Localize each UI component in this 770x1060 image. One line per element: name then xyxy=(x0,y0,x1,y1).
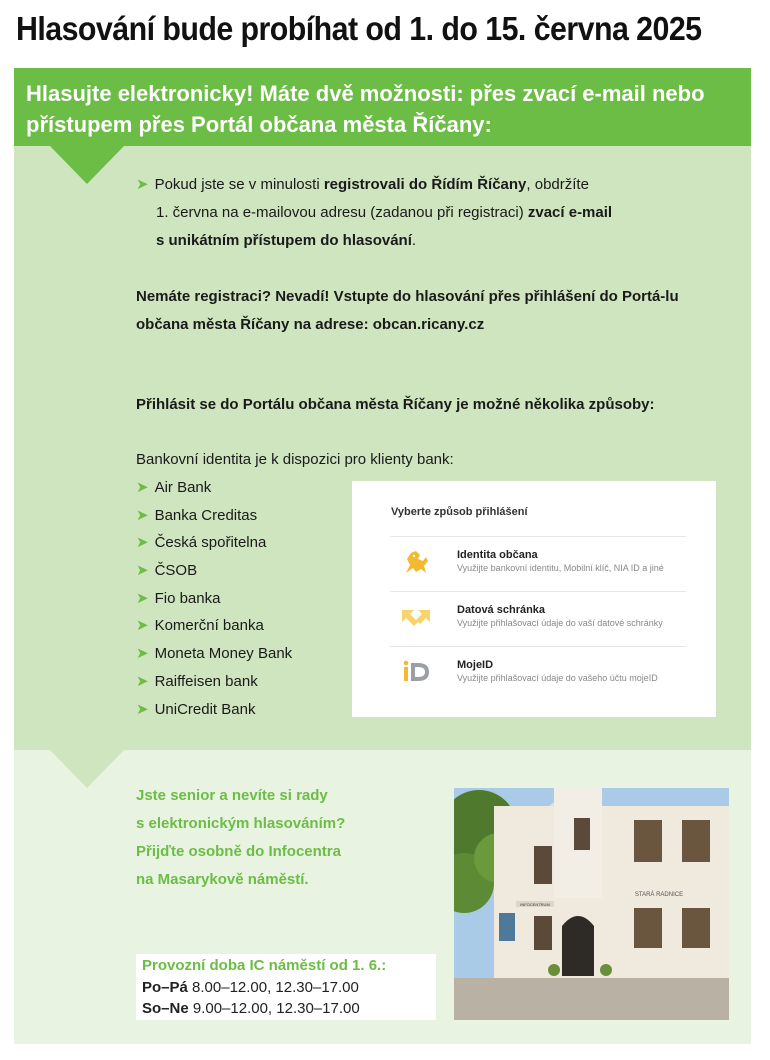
hours-row-weekdays xyxy=(142,979,359,996)
text: . xyxy=(411,232,417,249)
box-pointer xyxy=(50,750,124,788)
opening-hours xyxy=(136,954,436,1020)
text-bold: registrovali do Řídím Říčany xyxy=(323,176,527,193)
list-item xyxy=(136,585,292,613)
opening-hours-title: Provozní doba IC náměstí od 1. 6.: xyxy=(142,957,387,974)
arrow-icon: ➤ xyxy=(136,700,149,718)
stara-radnice-sign: STARÁ RADNICE xyxy=(634,892,684,898)
line: na Masarykově náměstí. xyxy=(136,871,309,888)
email-invite-paragraph xyxy=(136,171,696,255)
list-item xyxy=(136,696,292,724)
header-pointer xyxy=(50,146,124,184)
bank-name: UniCredit Bank xyxy=(154,700,256,718)
bank-name: Banka Creditas xyxy=(154,506,258,524)
bank-name: Moneta Money Bank xyxy=(154,645,293,663)
list-item xyxy=(136,557,292,585)
bank-identity-intro: Bankovní identita je k dispozici pro klienty bank: xyxy=(136,451,454,468)
login-method-card xyxy=(352,481,716,717)
text: Pokud jste se v minulosti xyxy=(154,176,324,193)
time: 8.00–12.00, 12.30–17.00 xyxy=(187,979,359,996)
no-registration-paragraph: Nemáte registraci? Nevadí! Vstupte do hlasování přes přihlášení do Portá-lu občana města Říčany na adrese: obcan.ricany.cz xyxy=(136,288,679,333)
days: So–Ne xyxy=(142,1000,189,1017)
login-card-title: Vyberte způsob přihlášení xyxy=(391,506,528,518)
login-option-mojeid[interactable] xyxy=(390,646,686,699)
page-title: Hlasování bude probíhat od 1. do 15. června 2025 xyxy=(16,10,702,47)
option-description: Využijte přihlašovací údaje do vašeho účtu mojeID xyxy=(457,673,658,683)
arrow-icon: ➤ xyxy=(136,176,149,193)
login-option-identita[interactable] xyxy=(390,536,686,589)
option-name: Identita občana xyxy=(457,549,538,561)
line xyxy=(136,199,696,227)
arrow-icon: ➤ xyxy=(136,645,149,663)
text: , obdržíte xyxy=(526,176,589,193)
text-bold: s unikátním přístupem do hlasování xyxy=(156,232,412,249)
bank-list xyxy=(136,474,292,723)
list-item xyxy=(136,474,292,502)
arrow-icon: ➤ xyxy=(136,506,149,524)
arrow-icon: ➤ xyxy=(136,534,149,552)
list-item xyxy=(136,502,292,530)
arrow-icon: ➤ xyxy=(136,479,149,496)
bank-name: Komerční banka xyxy=(154,617,264,635)
data-box-icon xyxy=(398,602,434,632)
time: 9.00–12.00, 12.30–17.00 xyxy=(188,1000,360,1017)
arrow-icon: ➤ xyxy=(136,617,149,635)
line: Přijďte osobně do Infocentra xyxy=(136,843,341,860)
line: Jste senior a nevíte si rady xyxy=(136,787,328,804)
bank-name: Fio banka xyxy=(154,589,221,607)
option-description: Využijte přihlašovací údaje do vaší datové schránky xyxy=(457,618,663,628)
infocentrum-sign: INFOCENTRUM xyxy=(520,902,550,907)
bank-name: ČSOB xyxy=(154,562,198,580)
line: s elektronickým hlasováním? xyxy=(136,815,346,832)
line xyxy=(136,227,696,255)
hours-row-weekend xyxy=(142,1000,360,1017)
list-item xyxy=(136,612,292,640)
option-name: Datová schránka xyxy=(457,604,546,616)
lion-icon xyxy=(398,547,434,577)
login-option-datova-schranka[interactable] xyxy=(390,591,686,644)
days: Po–Pá xyxy=(142,979,188,996)
list-item xyxy=(136,668,292,696)
option-name: MojeID xyxy=(457,659,494,671)
login-methods-heading: Přihlásit se do Portálu občana města Říčany je možné několika způsoby: xyxy=(136,396,655,413)
bank-name: Česká spořitelna xyxy=(154,534,267,552)
text: 1. června na e-mailovou adresu (zadanou při registraci) xyxy=(156,204,528,221)
header-text: Hlasujte elektronicky! Máte dvě možnosti: přes zvací e-mail nebo přístupem přes Portál občana města Říčany: xyxy=(26,81,705,137)
town-hall-illustration xyxy=(454,788,729,1020)
option-description: Využijte bankovní identitu, Mobilní klíč, NIA ID a jiné xyxy=(457,563,664,573)
text-bold: zvací e-mail xyxy=(527,204,613,221)
bank-name: Air Bank xyxy=(154,479,212,496)
arrow-icon: ➤ xyxy=(136,589,149,607)
mojeid-icon xyxy=(398,657,434,687)
bank-name: Raiffeisen bank xyxy=(154,672,258,690)
list-item xyxy=(136,529,292,557)
town-hall-photo xyxy=(454,788,729,1020)
senior-help-text xyxy=(136,782,436,894)
arrow-icon: ➤ xyxy=(136,562,149,580)
arrow-icon: ➤ xyxy=(136,672,149,690)
list-item xyxy=(136,640,292,668)
